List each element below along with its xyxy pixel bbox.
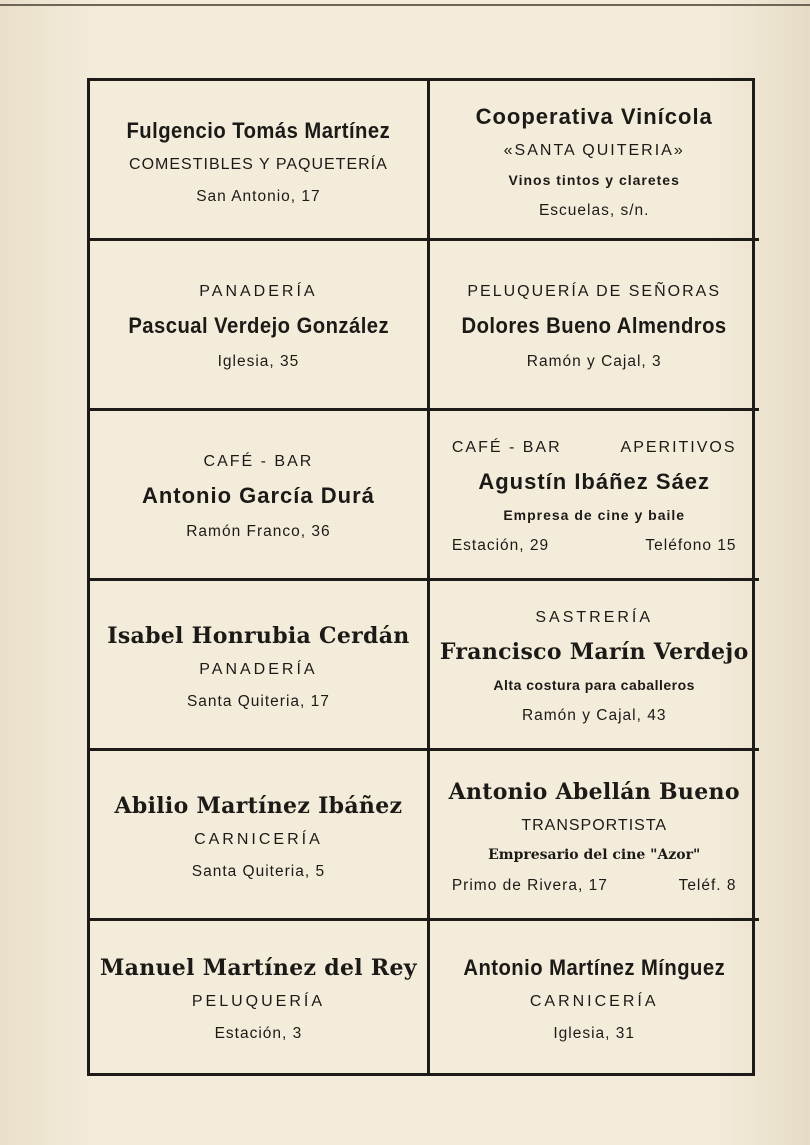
business-tagline: Empresa de cine y baile xyxy=(503,506,686,523)
business-type: PANADERÍA xyxy=(199,282,318,300)
address-row xyxy=(440,537,749,555)
business-name: Francisco Marín Verdejo xyxy=(439,638,749,665)
business-name: Fulgencio Tomás Martínez xyxy=(126,117,391,143)
address: Primo de Rivera, 17 xyxy=(451,876,608,894)
address: Escuelas, s/n. xyxy=(538,201,650,219)
address: Iglesia, 31 xyxy=(553,1025,636,1042)
ad-francisco-marin xyxy=(430,581,759,751)
business-name: Manuel Martínez del Rey xyxy=(100,955,417,981)
address: Estación, 29 xyxy=(451,536,550,554)
business-type: CAFÉ - BAR xyxy=(451,438,562,456)
address: Ramón y Cajal, 43 xyxy=(521,706,667,724)
address: San Antonio, 17 xyxy=(196,187,321,205)
ad-manuel-martinez xyxy=(90,921,430,1073)
ad-dolores-bueno xyxy=(430,241,759,411)
phone: Teléfono 15 xyxy=(645,536,737,554)
ad-agustin-ibanez xyxy=(430,411,759,581)
business-type: SASTRERÍA xyxy=(535,608,654,626)
business-name: Agustín Ibáñez Sáez xyxy=(478,468,711,494)
ad-antonio-abellan xyxy=(430,751,759,921)
ad-grid xyxy=(87,78,755,1076)
business-name: Isabel Honrubia Cerdán xyxy=(107,622,410,649)
ad-isabel-honrubia xyxy=(90,581,430,751)
business-type-row xyxy=(440,439,749,457)
phone: Teléf. 8 xyxy=(678,876,737,894)
business-type: PELUQUERÍA xyxy=(191,993,325,1010)
address: Iglesia, 35 xyxy=(217,352,300,370)
address-row xyxy=(440,877,749,895)
business-subtitle: «SANTA QUITERIA» xyxy=(503,141,685,159)
address: Estación, 3 xyxy=(214,1025,303,1042)
ad-antonio-garcia xyxy=(90,411,430,581)
top-rule xyxy=(0,4,810,6)
business-name: Cooperativa Vinícola xyxy=(475,103,713,129)
business-type: CARNICERÍA xyxy=(529,993,659,1010)
business-type: TRANSPORTISTA xyxy=(521,816,668,834)
business-name: Dolores Bueno Almendros xyxy=(461,312,727,338)
business-type: PANADERÍA xyxy=(199,660,318,678)
ad-pascual-verdejo xyxy=(90,241,430,411)
business-name: Abilio Martínez Ibáñez xyxy=(114,792,403,819)
address: Santa Quiteria, 17 xyxy=(186,692,330,710)
address: Santa Quiteria, 5 xyxy=(191,862,326,880)
address: Ramón Franco, 36 xyxy=(186,522,331,540)
business-name: Antonio Martínez Mínguez xyxy=(463,955,726,980)
ad-cooperativa-vinicola xyxy=(430,81,759,241)
ad-fulgencio-tomas xyxy=(90,81,430,241)
business-tagline: Empresario del cine "Azor" xyxy=(488,846,701,863)
business-type: PELUQUERÍA DE SEÑORAS xyxy=(467,282,721,300)
business-name: Antonio Abellán Bueno xyxy=(448,778,740,805)
business-type: CAFÉ - BAR xyxy=(203,452,314,470)
ad-abilio-martinez xyxy=(90,751,430,921)
business-type: COMESTIBLES Y PAQUETERÍA xyxy=(129,155,388,173)
business-tagline: Vinos tintos y claretes xyxy=(508,171,680,188)
business-name: Antonio García Durá xyxy=(141,482,375,508)
business-name: Pascual Verdejo González xyxy=(128,312,389,338)
business-type: CARNICERÍA xyxy=(194,830,323,848)
ad-antonio-martinez-minguez xyxy=(430,921,759,1073)
business-type-extra: APERITIVOS xyxy=(620,438,737,456)
business-tagline: Alta costura para caballeros xyxy=(493,676,695,693)
address: Ramón y Cajal, 3 xyxy=(526,352,662,370)
